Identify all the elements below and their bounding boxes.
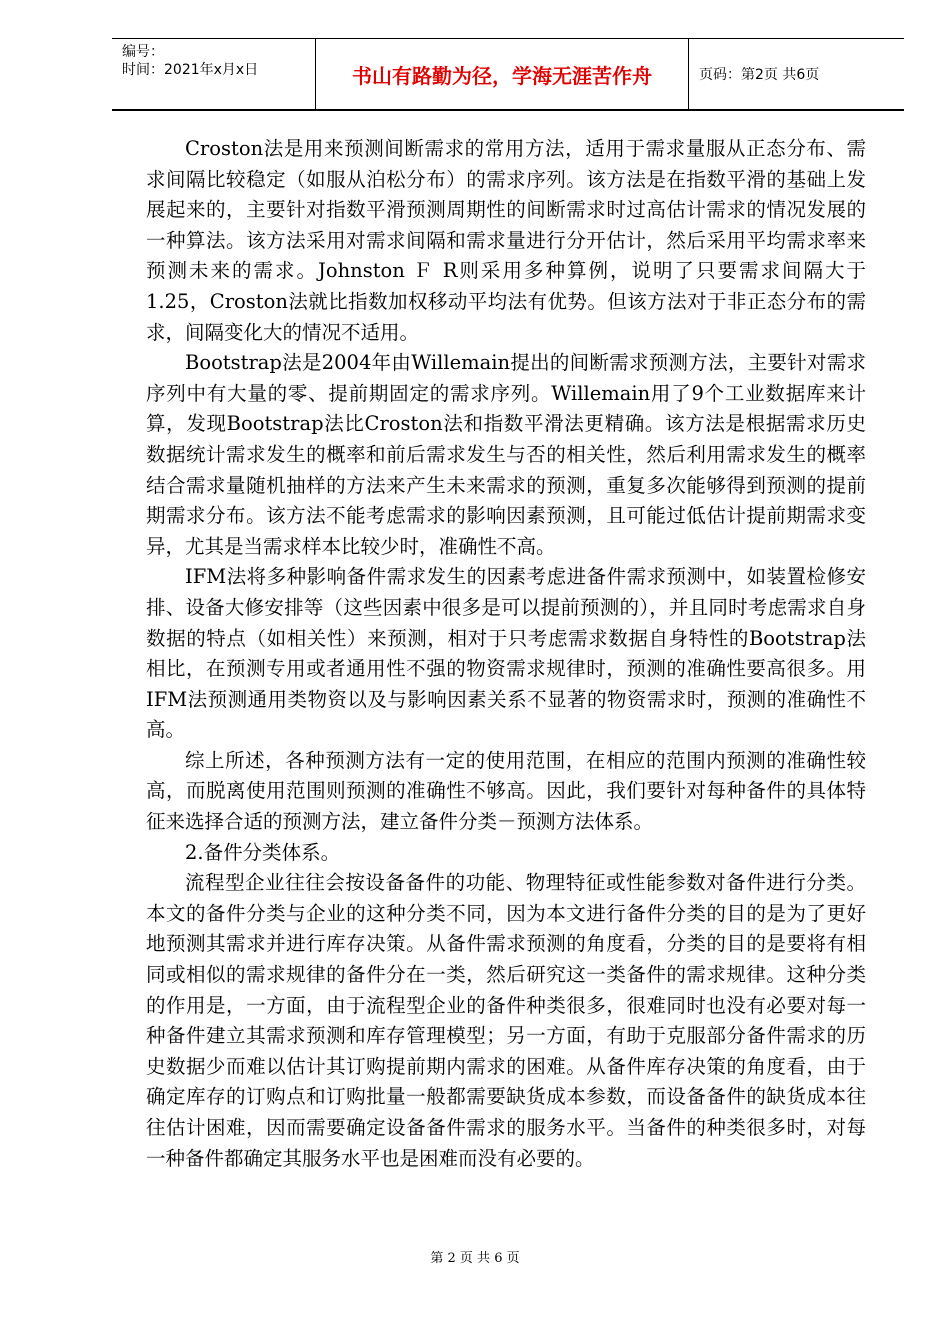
- page-footer: 第 2 页 共 6 页: [430, 1251, 520, 1266]
- section-heading: 2.备件分类体系。: [185, 840, 341, 864]
- paragraph-classification: 流程型企业往往会按设备备件的功能、物理特征或性能参数对备件进行分类。本文的备件分类与企业的这种分类不同，因为本文进行备件分类的目的是为了更好地预测其需求并进行库存决策。从备件需求预测的角度看，分类的目的是要将有相同或相似的需求规律的备件分在一类，然后研究这一类备件的需求规律。这种分类的作用是，一方面，由于流程型企业的备件种类很多，很难同时也没有必要对每一种备件建立其需求预测和库存管理模型；另一方面，有助于克服部分备件需求的历史数据少而难以估计其订购提前期内需求的困难。从备件库存决策的角度看，由于确定库存的订购点和订购批量一般都需要缺货成本参数，而设备备件的缺货成本往往估计困难，因而需要确定设备备件需求的服务水平。当备件的种类很多时，对每一种备件都确定其服务水平也是困难而没有必要的。: [146, 871, 866, 1170]
- header-time-label: 时间：2021年x月x日: [122, 62, 259, 78]
- header-meta: [112, 39, 316, 109]
- header-motto: 书山有路勤为径，学海无涯苦作舟: [316, 39, 689, 109]
- page-header: [112, 38, 904, 111]
- header-number-label: 编号：: [122, 44, 164, 60]
- paragraph-bootstrap: Bootstrap法是2004年由Willemain提出的间断需求预测方法，主要针对需求序列中有大量的零、提前期固定的需求序列。Willemain用了9个工业数据库来计算，发现Bootstrap法比Croston法和指数平滑法更精确。该方法是根据需求历史数据统计需求发生的概率和前后需求发生与否的相关性，然后利用需求发生的概率结合需求量随机抽样的方法来产生未来需求的预测，重复多次能够得到预测的提前期需求分布。该方法不能考虑需求的影响因素预测，且可能过低估计提前期需求变异，尤其是当需求样本比较少时，准确性不高。: [146, 351, 866, 558]
- paragraph-ifm: IFM法将多种影响备件需求发生的因素考虑进备件需求预测中，如装置检修安排、设备大修安排等（这些因素中很多是可以提前预测的），并且同时考虑需求自身数据的特点（如相关性）来预测，相对于只考虑需求数据自身特性的Bootstrap法相比，在预测专用或者通用性不强的物资需求规律时，预测的准确性要高很多。用IFM法预测通用类物资以及与影响因素关系不显著的物资需求时，预测的准确性不高。: [146, 565, 866, 742]
- header-page-info: 页码：第2页 共6页: [699, 67, 820, 83]
- paragraph-croston: Croston法是用来预测间断需求的常用方法，适用于需求量服从正态分布、需求间隔比较稳定（如服从泊松分布）的需求序列。该方法是在指数平滑的基础上发展起来的，主要针对指数平滑预测周期性的间断需求时过高估计需求的情况发展的一种算法。该方法采用对需求间隔和需求量进行分开估计，然后采用平均需求率来预测未来的需求。Johnston Ｆ R则采用多种算例，说明了只要需求间隔大于1.25，Croston法就比指数加权移动平均法有优势。但该方法对于非正态分布的需求，间隔变化大的情况不适用。: [146, 137, 866, 344]
- paragraph-summary: 综上所述，各种预测方法有一定的使用范围，在相应的范围内预测的准确性较高，而脱离使用范围则预测的准确性不够高。因此，我们要针对每种备件的具体特征来选择合适的预测方法，建立备件分类－预测方法体系。: [146, 748, 866, 834]
- document-body: [146, 134, 866, 1174]
